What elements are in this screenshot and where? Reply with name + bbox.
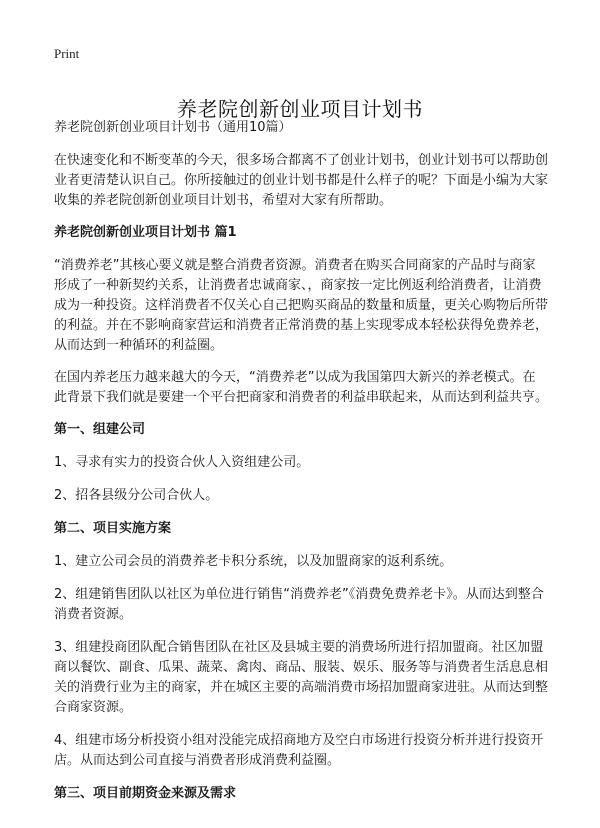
part2-heading: 第二、项目实施方案 <box>54 521 172 536</box>
section-heading: 养老院创新创业项目计划书 篇1 <box>54 225 237 240</box>
list-item: 1、寻求有实力的投资合伙人入资组建公司。 <box>54 455 310 470</box>
document-title: 养老院创新创业项目计划书 <box>177 97 423 122</box>
list-item: 3、组建投商团队配合销售团队在社区及县城主要的消费场所进行招加盟商。社区加盟商以餐饮、副食、瓜果、蔬菜、禽肉、商品、服装、娱乐、服务等与消费者生活息息相关的消费行业为主的商家，并在城区主要的高端消费市场招加盟商家进驻。从而达到整合商家资源。 <box>54 640 549 715</box>
part1-heading: 第一、组建公司 <box>54 422 146 437</box>
list-item: 2、招各县级分公司合伙人。 <box>54 488 219 503</box>
document-subtitle: 养老院创新创业项目计划书（通用10篇） <box>54 120 292 135</box>
intro-paragraph: 在快速变化和不断变革的今天，很多场合都离不了创业计划书，创业计划书可以帮助创业者更清楚认识自己。你所接触过的创业计划书都是什么样子的呢？下面是小编为大家收集的养老院创新创业项目计划书，希望对大家有所帮助。 <box>54 153 549 208</box>
body-paragraph: 在国内养老压力越来越大的今天，“消费养老”以成为我国第四大新兴的养老模式。在此背景下我们就是要建一个平台把商家和消费者的利益串联起来，从而达到利益共亨。 <box>54 370 549 405</box>
list-item: 1、建立公司会员的消费养老卡积分系统，以及加盟商家的返利系统。 <box>54 554 453 569</box>
document-body <box>54 118 548 817</box>
list-item: 2、组建销售团队以社区为单位进行销售“消费养老”《消费免费养老卡》。从而达到整合消费者资源。 <box>54 587 544 622</box>
print-link[interactable]: Print <box>54 46 80 61</box>
body-paragraph: “消费养老”其核心要义就是整合消费者资源。消费者在购买合同商家的产品时与商家形成了一种新契约关系，让消费者忠诚商家、，商家按一定比例返利给消费者，让消费成为一种投资。这样消费者不仅关心自己把购买商品的数量和质量，更关心购物后所带的利益。并在不影响商家营运和消费者正常消费的基上实现零成本轻松获得免费养老，从而达到一种循环的利益圈。 <box>54 258 549 353</box>
part3-heading: 第三、项目前期资金来源及需求 <box>54 786 237 801</box>
list-item: 4、组建市场分析投资小组对没能完成招商地方及空白市场进行投资分析并进行投资开店。从而达到公司直接与消费者形成消费利益圈。 <box>54 733 544 768</box>
